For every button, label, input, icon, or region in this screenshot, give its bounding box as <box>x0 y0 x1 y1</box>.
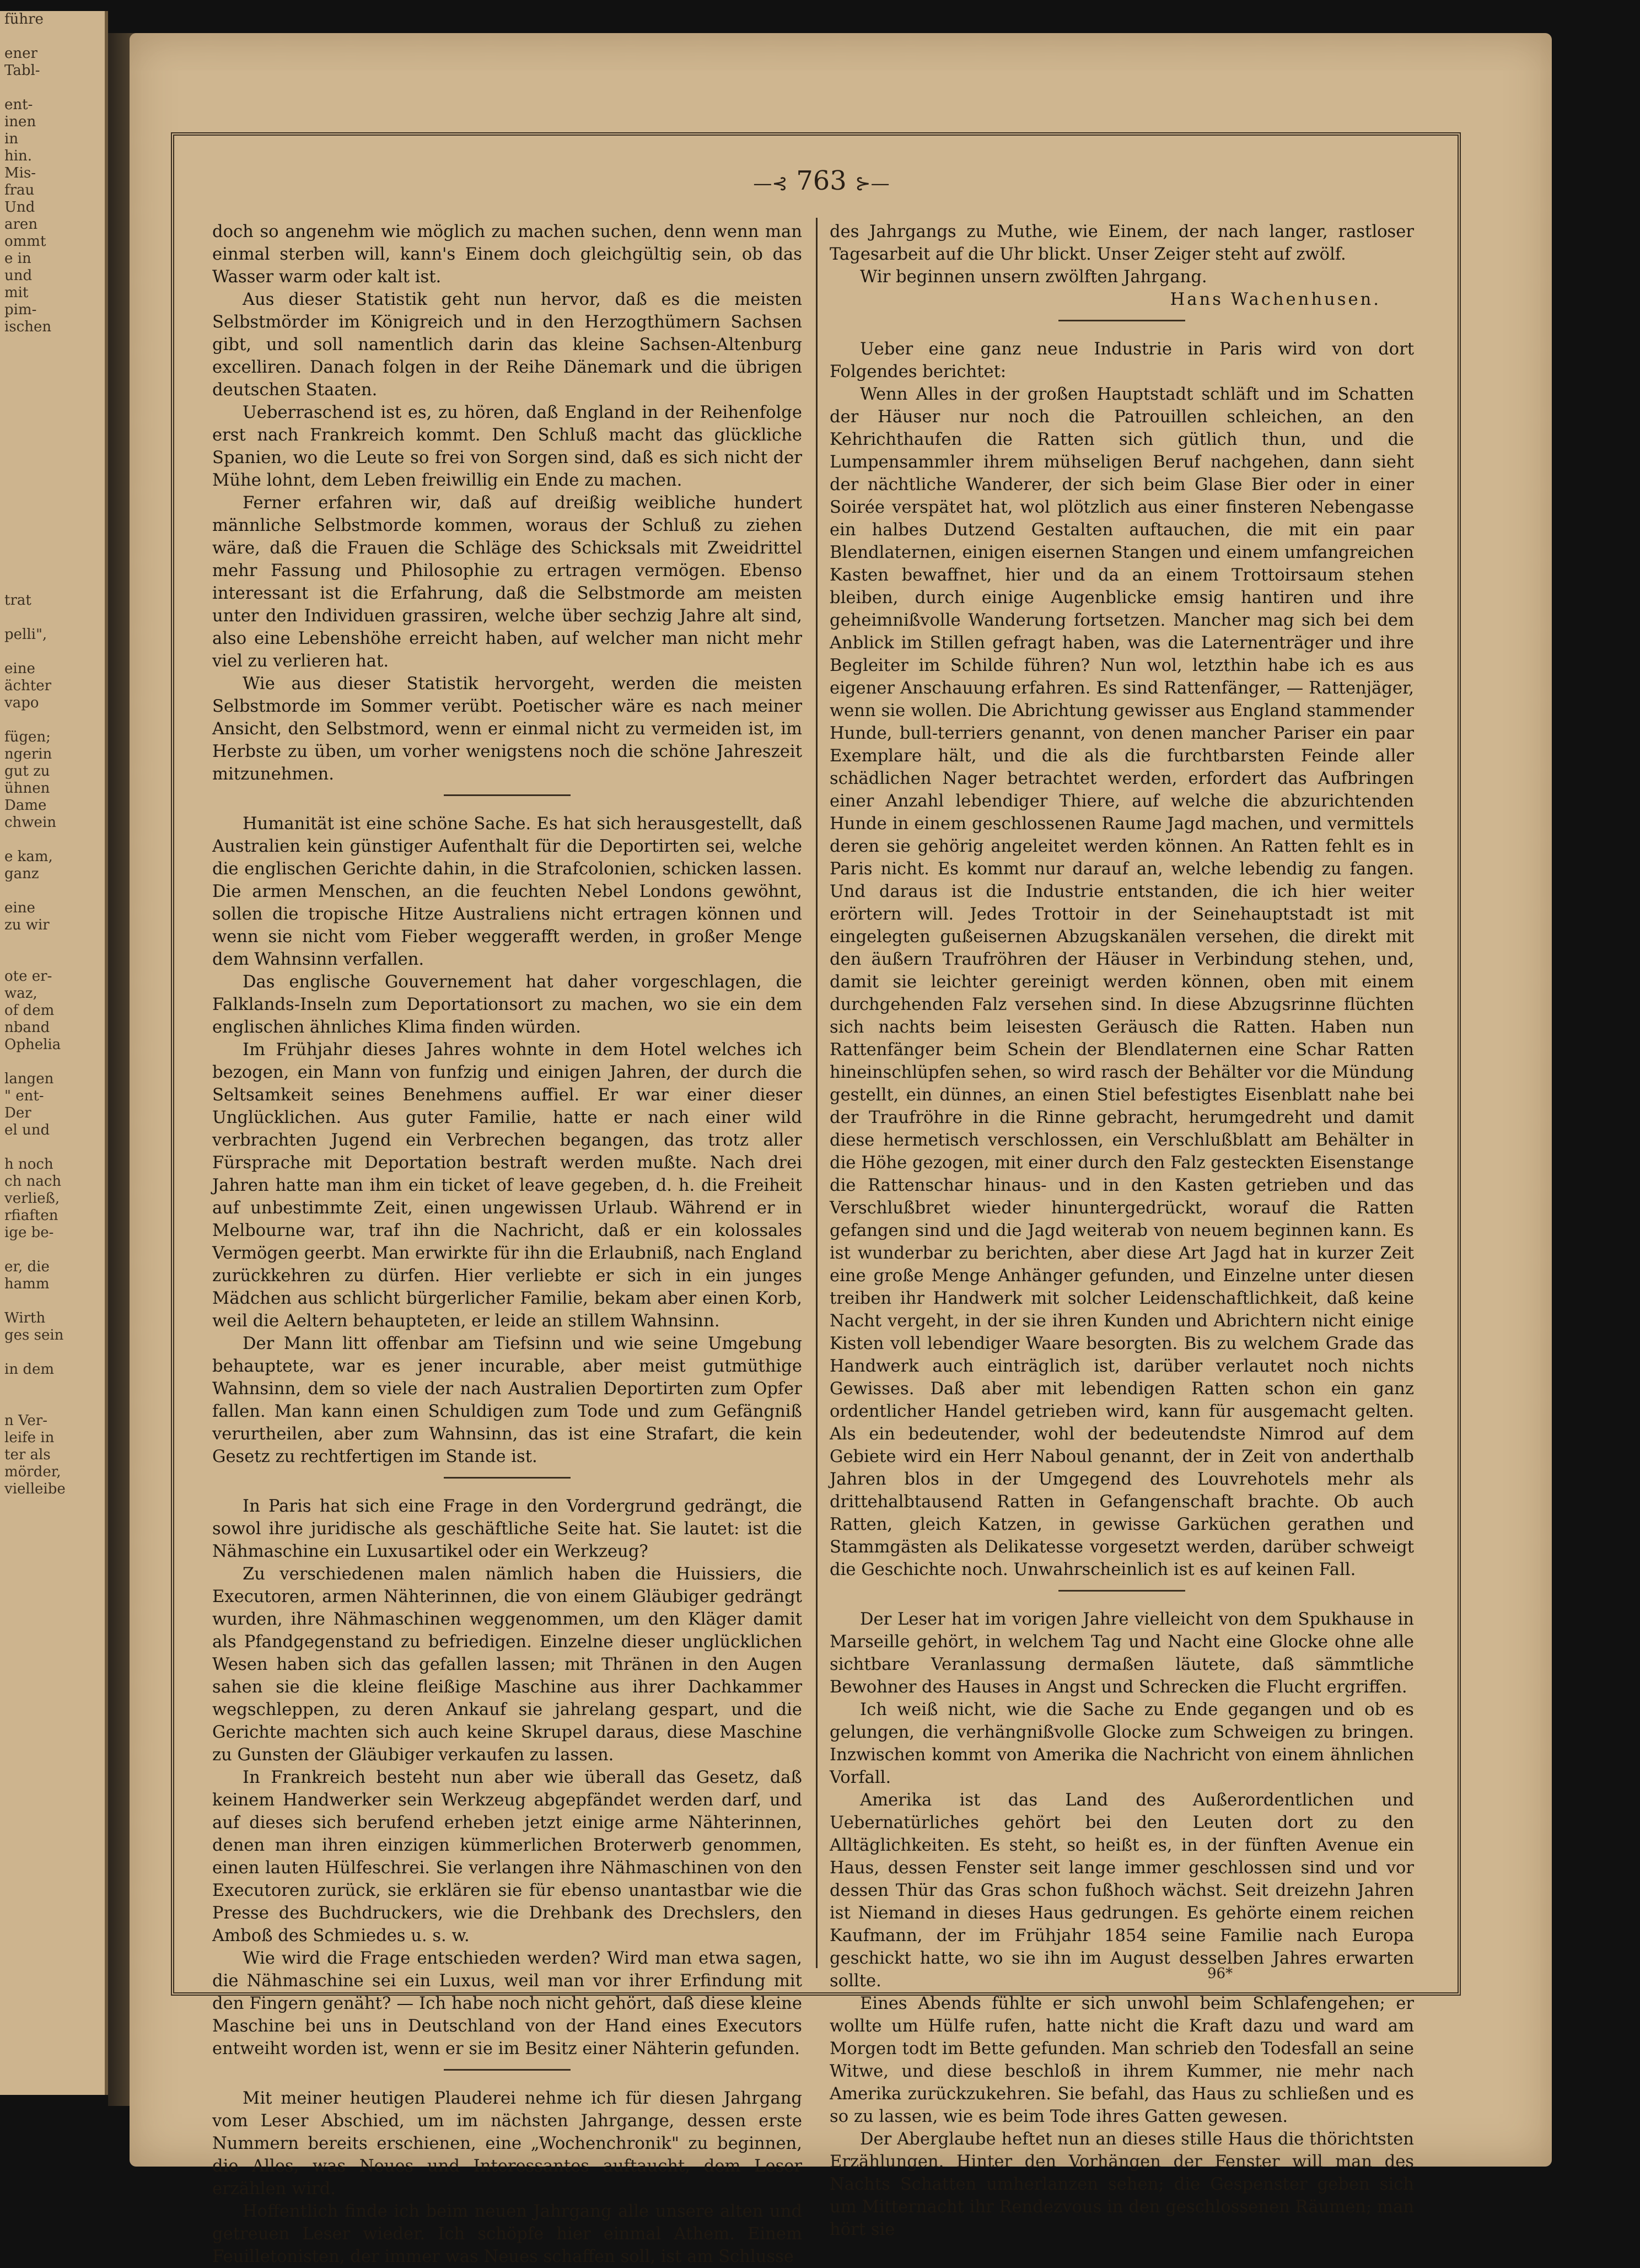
paragraph: Wir beginnen unsern zwölften Jahrgang. <box>860 267 1207 287</box>
left-page-fragment: pelli", <box>4 626 47 643</box>
left-page-fragment: e in <box>4 250 31 267</box>
left-page-fragment <box>0 575 105 592</box>
left-page-fragment <box>0 1378 105 1395</box>
paragraph: Mit meiner heutigen Plauderei nehme ich für diesen Jahrgang vom Leser Abschied, um im nächsten Jahrgange, dessen erste Nummern bereits erschienen, eine „Wochenchronik" zu beginnen, die Alles, was Neues und Interessantes auftaucht, dem Leser erzählen wird. <box>212 2089 802 2199</box>
left-page-fragment: of dem <box>4 1002 55 1019</box>
left-page-fragment: fügen; <box>4 729 51 745</box>
paragraph: Amerika ist das Land des Außerordentlichen und Uebernatürliches gehört bei den Leuten dort zu den Alltäglichkeiten. Es steht, so heißt es, in der fünften Avenue ein Haus, dessen Fenster seit lange immer geschlossen sind und vor dessen Thür das Gras schon fußhoch wächst. Seit dreizehn Jahren ist Niemand in dieses Haus gedrungen. Es gehörte einem reichen Kaufmann, der im Frühjahr 1854 seine Familie nach Europa geschickt hatte, wo sie ihn im August desselben Jahres erwarten sollte. <box>830 1791 1414 1991</box>
left-page-fragment: Und <box>4 199 35 216</box>
left-column <box>212 221 802 2266</box>
left-page-fragment: ischen <box>4 319 52 335</box>
left-page-fragment: Mis- <box>4 165 36 181</box>
left-page-fragment: ges sein <box>4 1327 64 1343</box>
left-page-fragment <box>0 490 105 507</box>
left-page-fragment: chwein <box>4 814 57 831</box>
left-page-fragment: ter als <box>4 1447 51 1463</box>
paragraph: Ueberraschend ist es, zu hören, daß England in der Reihenfolge erst nach Frankreich kommt. Den Schluß macht das glückliche Spanien, wo die Leute so frei von Sorgen sind, daß es sich nicht der Mühe lohnt, dem Leben freiwillig ein Ende zu machen. <box>212 403 802 490</box>
left-page-fragment: pim- <box>4 302 37 318</box>
left-page-fragment <box>0 1293 105 1310</box>
left-page-fragment <box>0 712 105 729</box>
sheet-signature-mark: 96* <box>1207 1965 1233 1982</box>
left-page-fragment <box>0 353 105 370</box>
paragraph: des Jahrgangs zu Muthe, wie Einem, der nach langer, rastloser Tagesarbeit auf die Uhr blickt. Unser Zeiger steht auf zwölf. <box>830 222 1414 264</box>
left-page-fragment: hin. <box>4 148 33 164</box>
left-page-fragment: eine <box>4 900 35 916</box>
header-ornament-right: ⊱— <box>855 173 890 195</box>
left-page-fragment: n Ver- <box>4 1412 47 1429</box>
left-page-fragment: " ent- <box>4 1088 44 1104</box>
page-header <box>728 165 915 198</box>
left-page-fragment: vapo <box>4 695 39 711</box>
left-page-fragment: ächter <box>4 678 52 694</box>
paragraph: Ich weiß nicht, wie die Sache zu Ende gegangen und ob es gelungen, die verhängnißvolle Glocke zum Schweigen zu bringen. Inzwischen kommt von Amerika die Nachricht von einem ähnlichen Vorfall. <box>830 1700 1414 1787</box>
left-page-fragment <box>0 1139 105 1156</box>
left-page-fragment: eine <box>4 660 35 677</box>
section-rule <box>444 2069 571 2071</box>
paragraph: Hoffentlich finde ich beim neuen Jahrgang alle unsere alten und getreuen Leser wieder. Ich schöpfe hier einmal Athem. Einem Feuilletonisten, der immer was Neues schaffen soll, ist am Schlusse <box>212 2202 802 2266</box>
left-page-fragment: zu wir <box>4 917 50 933</box>
left-page-fragment <box>0 455 105 472</box>
left-page-fragment <box>0 1054 105 1071</box>
paragraph: In Frankreich besteht nun aber wie überall das Gesetz, daß keinem Handwerker sein Werkzeug abgepfändet werden darf, und auf dieses sich berufend erheben jetzt einige arme Nähterinnen, denen man ihren einzigen kümmerlichen Broterwerb genommen, einen lauten Hülfeschrei. Sie verlangen ihre Nähmaschinen von den Executoren zurück, sie erklären sie für ebenso unantastbar wie die Presse des Buchdruckers, wie die Drehbank des Drechslers, den Amboß des Schmiedes u. s. w. <box>212 1768 802 1945</box>
page-number: 763 <box>796 165 847 196</box>
left-page-fragment <box>0 507 105 524</box>
section-rule <box>444 1477 571 1479</box>
header-ornament-left: —⊰ <box>753 173 788 195</box>
left-page-fragment: h noch <box>4 1156 53 1173</box>
left-page-fragment <box>0 336 105 353</box>
left-page-fragment <box>0 28 105 45</box>
left-page-fragment: Tabl- <box>4 62 40 79</box>
left-page-fragment: ganz <box>4 866 39 882</box>
left-page-fragment: aren <box>4 216 38 233</box>
paragraph: In Paris hat sich eine Frage in den Vordergrund gedrängt, die sowol ihre juridische als geschäftliche Seite hat. Sie lautet: ist die Nähmaschine ein Luxusartikel oder ein Werkzeug? <box>212 1497 802 1561</box>
left-page-fragment <box>0 934 105 951</box>
left-page-fragment: ngerin <box>4 746 52 762</box>
left-page-fragment <box>0 541 105 558</box>
left-page-fragment: ige be- <box>4 1224 54 1241</box>
paragraph: Das englische Gouvernement hat daher vorgeschlagen, die Falklands-Inseln zum Deportationsort zu machen, wo sie ein dem englischen ähnliches Klima finden würden. <box>212 972 802 1037</box>
left-page-fragment <box>0 370 105 387</box>
paragraph: Der Leser hat im vorigen Jahre vielleicht von dem Spukhause in Marseille gehört, in welchem Tag und Nacht eine Glocke ohne alle sichtbare Veranlassung dermaßen läutete, daß sämmtliche Bewohner des Hauses in Angst und Schrecken die Flucht ergriffen. <box>830 1610 1414 1697</box>
left-page-fragment: leife in <box>4 1429 55 1446</box>
paragraph: Ueber eine ganz neue Industrie in Paris wird von dort Folgendes berichtet: <box>830 340 1414 381</box>
left-page-fragment: in dem <box>4 1361 55 1378</box>
paragraph: Ferner erfahren wir, daß auf dreißig weibliche hundert männliche Selbstmorde kommen, woraus der Schluß zu ziehen wäre, daß die Frauen die Schläge des Schicksals mit Zweidrittel mehr Fassung und Philosophie zu ertragen vermögen. Ebenso interessant ist die Erfahrung, daß die Selbstmorde am meisten unter den Individuen grassiren, welche über sechzig Jahre alt sind, also eine Lebenshöhe erreicht haben, auf welcher man nicht mehr viel zu verlieren hat. <box>212 493 802 671</box>
left-page-fragment: ener <box>4 45 37 62</box>
section-rule <box>444 794 571 796</box>
paragraph: Der Mann litt offenbar am Tiefsinn und wie seine Umgebung behauptete, war es jener incurable, aber meist gutmüthige Wahnsinn, dem so viele der nach Australien Deportirten zum Opfer fallen. Man kann einen Schuldigen zum Tode und zum Gefängniß verurtheilen, aber zum Wahnsinn, das ist eine Strafart, die kein Gesetz zu rechtfertigen im Stande ist. <box>212 1334 802 1466</box>
left-page-fragment <box>0 1242 105 1259</box>
left-page-fragment: er, die <box>4 1259 50 1275</box>
author-signature: Hans Wachenhusen. <box>1170 290 1381 309</box>
left-page-fragment <box>0 883 105 900</box>
left-page-fragment: frau <box>4 182 35 198</box>
left-page-fragment: nband <box>4 1019 50 1036</box>
paragraph: Eines Abends fühlte er sich unwohl beim Schlafengehen; er wollte um Hülfe rufen, hatte nicht die Kraft dazu und ward am Morgen todt im Bette gefunden. Man schrieb den Todesfall an seine Witwe, und diese beschloß in ihrem Kummer, nie mehr nach Amerika zurückzukehren. Sie befahl, das Haus zu schließen und es so zu lassen, wie es beim Tode ihres Gatten gewesen. <box>830 1994 1414 2126</box>
left-page-fragment <box>0 609 105 626</box>
left-page-fragment: ch nach <box>4 1173 62 1190</box>
left-page-fragment: vielleibe <box>4 1481 66 1497</box>
left-page-fragment: e kam, <box>4 848 53 865</box>
left-page-fragment <box>0 404 105 421</box>
left-page-fragment: mörder, <box>4 1464 61 1480</box>
paragraph: Wie aus dieser Statistik hervorgeht, werden die meisten Selbstmorde im Sommer verübt. Poetischer wäre es nach meiner Ansicht, den Selbstmord, wenn er einmal nicht zu vermeiden ist, im Herbste zu üben, um vorher wenigstens noch die schöne Jahreszeit mitzunehmen. <box>212 674 802 784</box>
left-page-fragment: in <box>4 131 19 147</box>
left-page-fragment: rfiaften <box>4 1207 58 1224</box>
left-page-fragment: Dame <box>4 797 47 814</box>
section-rule <box>1058 320 1185 321</box>
column-divider <box>816 218 818 1968</box>
left-page-fragment: Ophelia <box>4 1036 61 1053</box>
left-page-fragment <box>0 387 105 404</box>
left-page-fragment <box>0 524 105 541</box>
left-page-fragment: ühnen <box>4 780 50 797</box>
left-page-fragment <box>0 1344 105 1361</box>
left-page-fragment: hamm <box>4 1276 50 1292</box>
left-page-fragment: waz, <box>4 985 37 1002</box>
left-page-fragment: Der <box>4 1105 31 1121</box>
left-page-fragment <box>0 438 105 455</box>
left-page-fragment <box>0 472 105 490</box>
paragraph: Wie wird die Frage entschieden werden? Wird man etwa sagen, die Nähmaschine sei ein Luxus, weil man vor ihrer Erfindung mit den Fingern genäht? — Ich habe noch nicht gehört, daß diese kleine Maschine bei uns in Deutschland von der Hand eines Executors entweiht worden ist, wenn er sie im Besitz einer Nähterin gefunden. <box>212 1949 802 2059</box>
left-page-fragment: führe <box>4 11 44 28</box>
paragraph: doch so angenehm wie möglich zu machen suchen, denn wenn man einmal sterben will, kann's Einem doch gleichgültig sein, ob das Wasser warm oder kalt ist. <box>212 222 802 287</box>
left-page-fragment: inen <box>4 114 36 130</box>
left-page-fragment <box>0 79 105 96</box>
left-page-fragment <box>0 951 105 968</box>
left-page-fragment: ommt <box>4 233 46 250</box>
left-page-fragment: ote er- <box>4 968 52 985</box>
left-page-fragment: und <box>4 267 33 284</box>
left-page-fragment: langen <box>4 1071 54 1087</box>
left-page-fragment: trat <box>4 592 31 609</box>
left-page-fragment <box>0 421 105 438</box>
left-page-fragment: verließ, <box>4 1190 60 1207</box>
left-page-fragment <box>0 1395 105 1412</box>
left-page-fragment: gut zu <box>4 763 50 780</box>
paragraph: Wenn Alles in der großen Hauptstadt schläft und im Schatten der Häuser nur noch die Patrouillen schleichen, an den Kehrichthaufen die Ratten sich gütlich thun, und die Lumpensammler ihrem mühseligen Beruf nachgehen, dann sieht der nächtliche Wanderer, der sich beim Glase Bier oder in einer Soirée verspätet hat, wol plötzlich aus einer finsteren Nebengasse ein halbes Dutzend Gestalten auftauchen, die mit ein paar Blendlaternen, einigen eisernen Stangen und einem umfangreichen Kasten bewaffnet, hier und da an einem Trottoirsaum stehen bleiben, durch einige Augenblicke emsig hantiren und ihre geheimnißvolle Wanderung fortsetzen. Mancher mag sich bei dem Anblick im Stillen gefragt haben, was die Laternenträger und ihre Begleiter im Schilde führen? Nun wol, letzthin habe ich es aus eigener Anschauung erfahren. Es sind Rattenfänger, — Rattenjäger, wenn sie wollen. Die Abrichtung gewisser aus England stammender Hunde, bull-terriers genannt, von denen mancher Pariser ein paar Exemplare hält, und die als die furchtbarsten Feinde aller schädlichen Nager betrachtet werden, erfordert das Aufbringen einer Anzahl lebendiger Thiere, auf welche die abzurichtenden Hunde in einem geschlossenen Raume Jagd machen, und vermittels deren sie gehörig angeleitet werden können. An Ratten fehlt es in Paris nicht. Es kommt nur darauf an, welche lebendig zu fangen. Und daraus ist die Industrie entstanden, die ich hier weiter erörtern will. Jedes Trottoir in der Seinehauptstadt ist mit eingelegten gußeisernen Abzugskanälen versehen, die direkt mit den äußern Traufröhren der Häuser in Verbindung stehen, und, damit sie leichter gereinigt werden können, oben mit einem durchgehenden Falz versehen sind. In diese Abzugsrinne flüchten sich nachts beim leisesten Geräusch die Ratten. Haben nun Rattenfänger beim Schein der Blendlaternen eine Schar Ratten hineinschlüpfen sehen, so wird rasch der Behälter vor die Mündung gestellt, ein dünnes, an einen Stiel befestigtes Eisenblatt nahe bei der Traufröhre in die Rinne gebracht, herumgedreht und damit diese hermetisch verschlossen, ein Verschlußblatt am Behälter in die Höhe gezogen, mit einer durch den Falz gesteckten Eisenstange die Rattenschar hinaus- und in den Kasten getrieben und das Verschlußbret wieder hinuntergedrückt, worauf die Ratten gefangen sind und die Jagd weiterab von neuem beginnen kann. Es ist wunderbar zu berichten, aber diese Art Jagd hat in kurzer Zeit eine große Menge Anhänger gefunden, und Einzelne unter diesen treiben ihr Handwerk mit solcher Leidenschaftlichkeit, daß keine Nacht vergeht, in der sie ihren Kunden und Abrichtern nicht einige Kisten voll lebendiger Waare besorgten. Bis zu welchem Grade das Handwerk auch einträglich ist, darüber verlautet noch nichts Gewisses. Daß aber mit lebendigen Ratten schon ein ganz ordentlicher Handel getrieben wird, kann für ausgemacht gelten. Als ein bedeutender, wohl der bedeutendste Nimrod auf dem Gebiete wird ein Herr Naboul genannt, der in Zeit von anderthalb Jahren blos in der Umgegend des Louvrehotels mehr als drittehalbtausend Ratten in Gefangenschaft brachte. Ob auch Ratten, gleich Katzen, in gewisse Garküchen gerathen und Stammgästen als Delikatesse vorgesetzt werden, darüber schweigt die Geschichte noch. Unwahrscheinlich ist es auf keinen Fall. <box>830 385 1414 1579</box>
left-page-fragment <box>0 643 105 660</box>
left-page-fragment: Wirth <box>4 1310 46 1326</box>
left-page-fragment: mit <box>4 284 29 301</box>
left-page-fragment <box>0 831 105 848</box>
section-rule <box>1058 1590 1185 1592</box>
paragraph: Im Frühjahr dieses Jahres wohnte in dem Hotel welches ich bezogen, ein Mann von funfzig und einigen Jahren, der durch die Seltsamkeit seines Benehmens auffiel. Er war einer dieser Unglücklichen. Aus guter Familie, hatte er nach einer wild verbrachten Jugend ein Verbrechen begangen, das trotz aller Fürsprache mit Deportation bestraft werden mußte. Nach drei Jahren hatte man ihm ein ticket of leave gegeben, d. h. die Freiheit auf unbestimmte Zeit, einen ungewissen Urlaub. Während er in Melbourne war, traf ihn die Nachricht, daß er ein kolossales Vermögen geerbt. Man erwirkte für ihn die Erlaubniß, nach England zurückkehren zu dürfen. Hier verliebte er sich in ein junges Mädchen aus schlicht bürgerlicher Familie, bekam aber einen Korb, weil die Aeltern behaupteten, er leide an stillem Wahnsinn. <box>212 1040 802 1331</box>
left-page-fragment <box>0 558 105 575</box>
paragraph: Aus dieser Statistik geht nun hervor, daß es die meisten Selbstmörder im Königreich und in den Herzogthümern Sachsen gibt, und soll namentlich darin das kleine Sachsen-Altenburg excelliren. Danach folgen in der Reihe Dänemark und die übrigen deutschen Staaten. <box>212 290 802 400</box>
paragraph: Der Aberglaube heftet nun an dieses stille Haus die thörichtsten Erzählungen. Hinter den Vorhängen der Fenster will man des Nachts Schatten umherlanzen sehen; die Gespenster geben sich um Mitternacht ihr Rendezvous in den geschlossenen Räumen; man hört sie <box>830 2130 1414 2239</box>
paragraph: Humanität ist eine schöne Sache. Es hat sich herausgestellt, daß Australien kein günstiger Aufenthalt für die Deportirten sei, welche die englischen Gerichte dahin, in die Strafcolonien, schicken lassen. Die armen Menschen, an die feuchten Nebel Londons gewöhnt, sollen die tropische Hitze Australiens nicht ertragen können und wenn sie nicht vom Fieber weggerafft werden, in großer Menge dem Wahnsinn verfallen. <box>212 814 802 969</box>
left-page-fragment: ent- <box>4 96 33 113</box>
left-page-edge <box>0 11 108 2095</box>
paragraph: Zu verschiedenen malen nämlich haben die Huissiers, die Executoren, armen Nähterinnen, die von einem Gläubiger gedrängt wurden, ihre Nähmaschinen weggenommen, um den Kläger damit als Pfandgegenstand zu befriedigen. Einzelne dieser unglücklichen Wesen haben sich das gefallen lassen; mit Thränen in den Augen sahen sie die kleine fleißige Maschine aus ihrer Dachkammer wegschleppen, zu deren Ankauf sie jahrelang gespart, und die Gerichte machten sich auch keine Skrupel daraus, diese Maschine zu Gunsten der Gläubiger verkaufen zu lassen. <box>212 1565 802 1765</box>
left-page-fragment: el und <box>4 1122 50 1138</box>
